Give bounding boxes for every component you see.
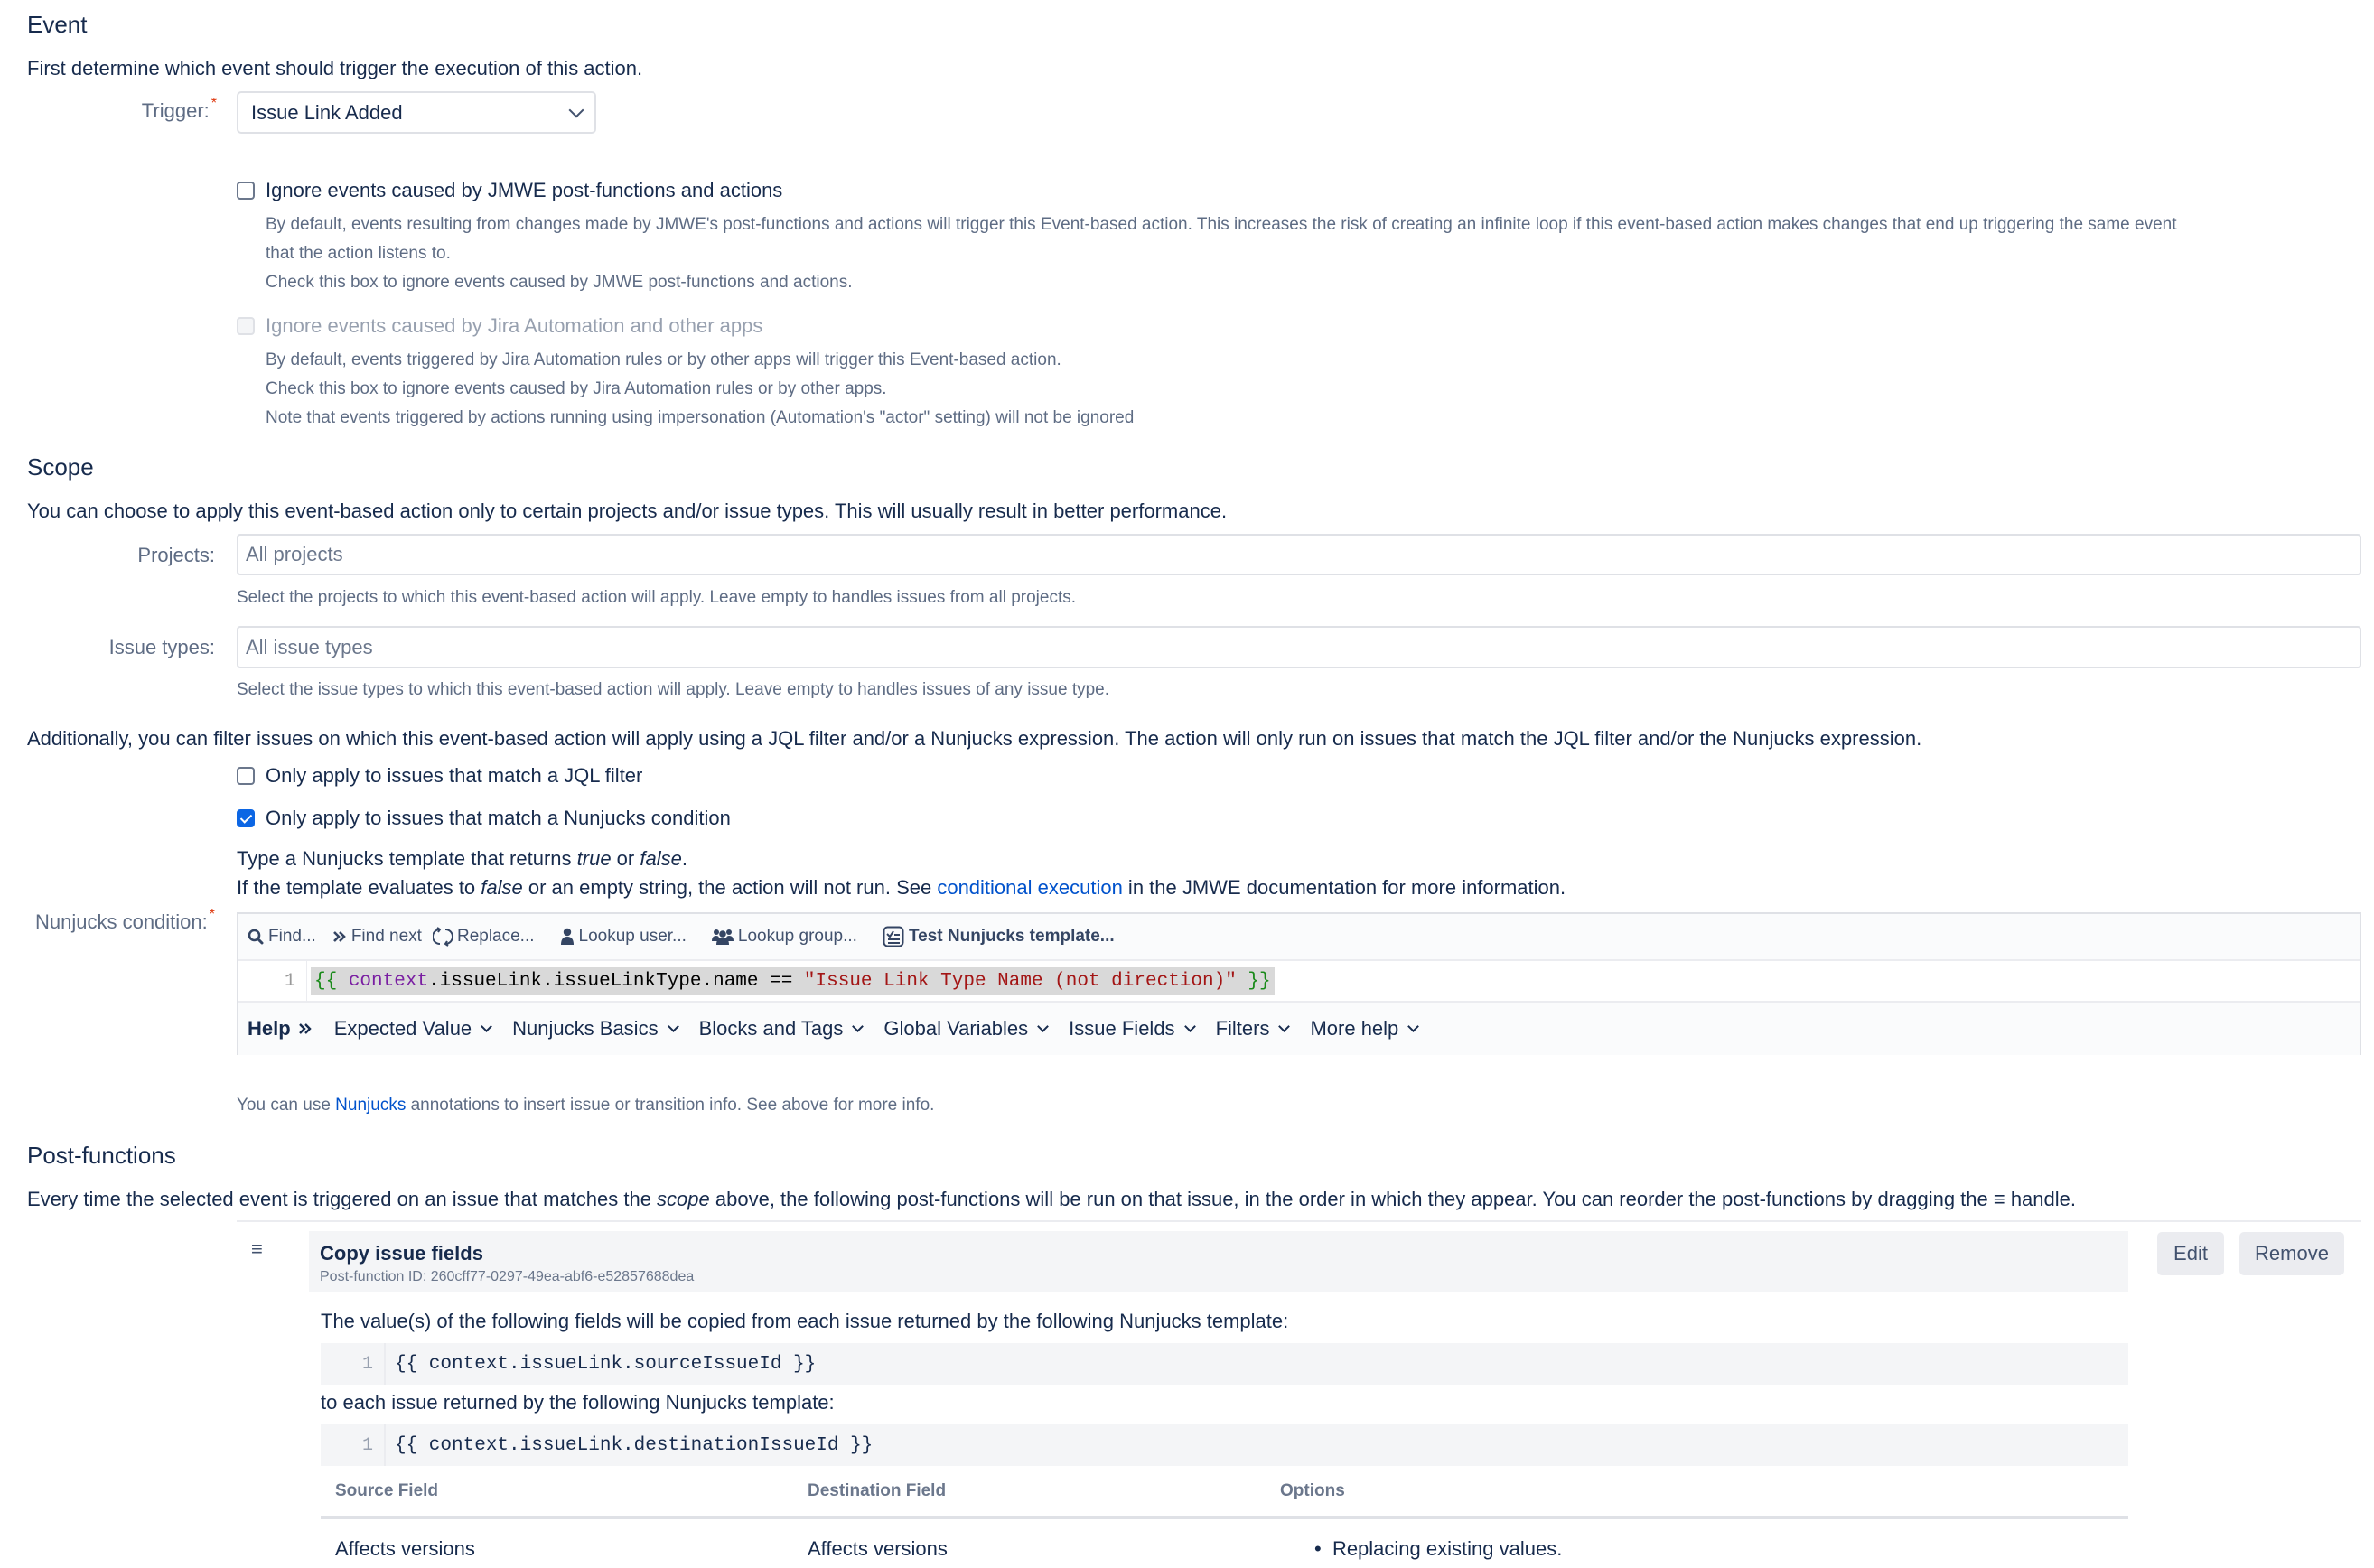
eval-hint: If the template evaluates to false or an empty string, the action will not run. See conditional execution in the JMWE documentation for more information. — [237, 876, 1566, 899]
nunjucks-link[interactable]: Nunjucks — [335, 1096, 407, 1115]
user-icon — [560, 928, 575, 946]
help-filters[interactable]: Filters — [1216, 1017, 1289, 1041]
replace-icon — [433, 927, 453, 947]
scope-heading: Scope — [27, 453, 94, 481]
chevron-down-icon — [668, 1021, 679, 1032]
col-destination-field: Destination Field — [808, 1481, 947, 1500]
line-number: 1 — [238, 961, 307, 1001]
ignore-jmwe-label[interactable]: Ignore events caused by JMWE post-functions and actions — [266, 179, 783, 201]
ignore-automation-help-1: By default, events triggered by Jira Automation rules or by other apps will trigger this Event-based action. — [266, 350, 1061, 369]
ignore-automation-help-2: Check this box to ignore events caused by Jira Automation rules or by other apps. — [266, 379, 887, 398]
users-icon — [712, 928, 734, 946]
projects-input[interactable] — [237, 534, 2361, 575]
ignore-jmwe-checkbox[interactable] — [237, 182, 255, 200]
ignore-automation-checkbox — [237, 317, 255, 335]
jql-filter-row — [237, 764, 642, 788]
additional-filter-description: Additionally, you can filter issues on which this event-based action will apply using a JQL filter and/or a Nunjucks expression. The action will only run on issues that match the JQL filter and/or the Nunjucks expression. — [27, 727, 1922, 750]
conditional-execution-link[interactable]: conditional execution — [937, 876, 1123, 899]
double-chevron-right-icon — [332, 929, 347, 944]
post-functions-heading: Post-functions — [27, 1142, 176, 1169]
issue-types-input[interactable] — [237, 626, 2361, 668]
checklist-icon — [883, 926, 904, 947]
jql-filter-label[interactable]: Only apply to issues that match a JQL filter — [266, 764, 643, 787]
cell-source-field: Affects versions — [335, 1537, 475, 1560]
divider — [237, 1220, 2361, 1222]
help-expected-value[interactable]: Expected Value — [334, 1017, 491, 1041]
source-description: The value(s) of the following fields will be copied from each issue returned by the following Nunjucks template: — [321, 1310, 1289, 1332]
projects-label: Projects: — [137, 544, 215, 566]
edit-button[interactable]: Edit — [2157, 1232, 2224, 1275]
event-heading: Event — [27, 11, 88, 38]
required-asterisk: * — [209, 907, 215, 922]
chevron-down-icon — [481, 1021, 492, 1032]
table-header — [321, 1479, 2128, 1516]
help-bar — [238, 1003, 2360, 1055]
col-options: Options — [1280, 1481, 1345, 1500]
trigger-select[interactable] — [237, 91, 596, 134]
code-editor[interactable] — [238, 961, 2360, 1003]
nunjucks-condition-field-label: Nunjucks condition: * — [34, 907, 215, 933]
post-function-title: Copy issue fields — [320, 1242, 483, 1265]
post-function-header — [309, 1231, 2128, 1292]
required-asterisk: * — [210, 96, 217, 111]
ignore-automation-help-3: Note that events triggered by actions running using impersonation (Automation's "actor" setting) will not be ignored — [266, 408, 1135, 427]
drag-handle-icon[interactable]: ≡ — [251, 1237, 263, 1260]
ignore-automation-label: Ignore events caused by Jira Automation and other apps — [266, 314, 763, 337]
nunjucks-editor — [237, 912, 2361, 1055]
annotation-hint: You can use Nunjucks annotations to insert issue or transition info. See above for more info. — [237, 1096, 935, 1115]
remove-button[interactable]: Remove — [2239, 1232, 2344, 1275]
line-number: 1 — [321, 1343, 386, 1385]
ignore-jmwe-help-2: that the action listens to. — [266, 244, 451, 263]
ignore-jmwe-row — [237, 179, 782, 202]
lookup-group-button[interactable]: Lookup group... — [712, 927, 857, 947]
source-code-block — [321, 1343, 2128, 1385]
help-more-help[interactable]: More help — [1310, 1017, 1417, 1041]
chevron-down-icon — [1184, 1021, 1196, 1032]
help-nunjucks-basics[interactable]: Nunjucks Basics — [512, 1017, 677, 1041]
trigger-label: Trigger: * — [141, 96, 217, 122]
post-functions-description: Every time the selected event is triggered on an issue that matches the scope above, the following post-functions will be run on that issue, in the order in which they appear. You can reorder the post-functions by dragging the ≡ handle. — [27, 1188, 2076, 1210]
scope-description: You can choose to apply this event-based action only to certain projects and/or issue types. This will usually result in better performance. — [27, 499, 1228, 522]
chevron-down-icon — [1037, 1021, 1049, 1032]
source-code: {{ context.issueLink.sourceIssueId }} — [395, 1353, 817, 1375]
nunjucks-condition-checkbox[interactable] — [237, 809, 255, 827]
code-line[interactable]: {{ context.issueLink.issueLinkType.name == "Issue Link Type Name (not direction)" }} — [311, 967, 1275, 995]
cell-destination-field: Affects versions — [808, 1537, 948, 1560]
ignore-jmwe-help-3: Check this box to ignore events caused by JMWE post-functions and actions. — [266, 273, 853, 292]
chevron-down-icon — [1407, 1021, 1419, 1032]
help-issue-fields[interactable]: Issue Fields — [1069, 1017, 1193, 1041]
projects-help: Select the projects to which this event-based action will apply. Leave empty to handles issues from all projects. — [237, 588, 1077, 607]
destination-description: to each issue returned by the following Nunjucks template: — [321, 1391, 835, 1414]
nunjucks-condition-row — [237, 807, 731, 830]
destination-code-block — [321, 1424, 2128, 1466]
ignore-jmwe-help-1: By default, events resulting from changes made by JMWE's post-functions and actions will trigger this Event-based action. This increases the risk of creating an infinite loop if this event-based action makes changes that end up triggering the same event — [266, 215, 2177, 234]
issue-types-help: Select the issue types to which this event-based action will apply. Leave empty to handles issues of any issue type. — [237, 680, 1110, 699]
double-chevron-right-icon — [298, 1022, 313, 1036]
lookup-user-button[interactable]: Lookup user... — [560, 927, 687, 947]
help-toggle[interactable]: Help — [248, 1017, 313, 1041]
cell-options: • Replacing existing values. — [1314, 1537, 1563, 1560]
col-source-field: Source Field — [335, 1481, 439, 1500]
test-nunjucks-button[interactable]: Test Nunjucks template... — [883, 926, 1115, 947]
fields-table — [321, 1479, 2128, 1568]
event-description: First determine which event should trigger the execution of this action. — [27, 57, 643, 79]
find-next-button[interactable]: Find next — [332, 927, 422, 947]
issue-types-label: Issue types: — [108, 636, 215, 658]
table-row — [321, 1519, 2128, 1568]
projects-placeholder: All projects — [246, 543, 343, 565]
post-function-id: Post-function ID: 260cff77-0297-49ea-abf6-e52857688dea — [320, 1269, 695, 1284]
destination-code: {{ context.issueLink.destinationIssueId }} — [395, 1434, 874, 1456]
find-button[interactable]: Find... — [248, 927, 316, 947]
editor-toolbar — [238, 914, 2360, 961]
issue-types-placeholder: All issue types — [246, 635, 373, 658]
type-hint: Type a Nunjucks template that returns true or false. — [237, 847, 687, 870]
ignore-automation-row — [237, 314, 762, 338]
line-number: 1 — [321, 1424, 386, 1466]
nunjucks-condition-label[interactable]: Only apply to issues that match a Nunjucks condition — [266, 807, 731, 829]
search-icon — [248, 929, 264, 945]
chevron-down-icon — [569, 102, 584, 117]
chevron-down-icon — [1279, 1021, 1291, 1032]
help-global-variables[interactable]: Global Variables — [883, 1017, 1047, 1041]
trigger-select-value: Issue Link Added — [251, 100, 403, 124]
help-blocks-and-tags[interactable]: Blocks and Tags — [699, 1017, 863, 1041]
chevron-down-icon — [853, 1021, 865, 1032]
replace-button[interactable]: Replace... — [433, 927, 535, 947]
jql-filter-checkbox[interactable] — [237, 767, 255, 785]
